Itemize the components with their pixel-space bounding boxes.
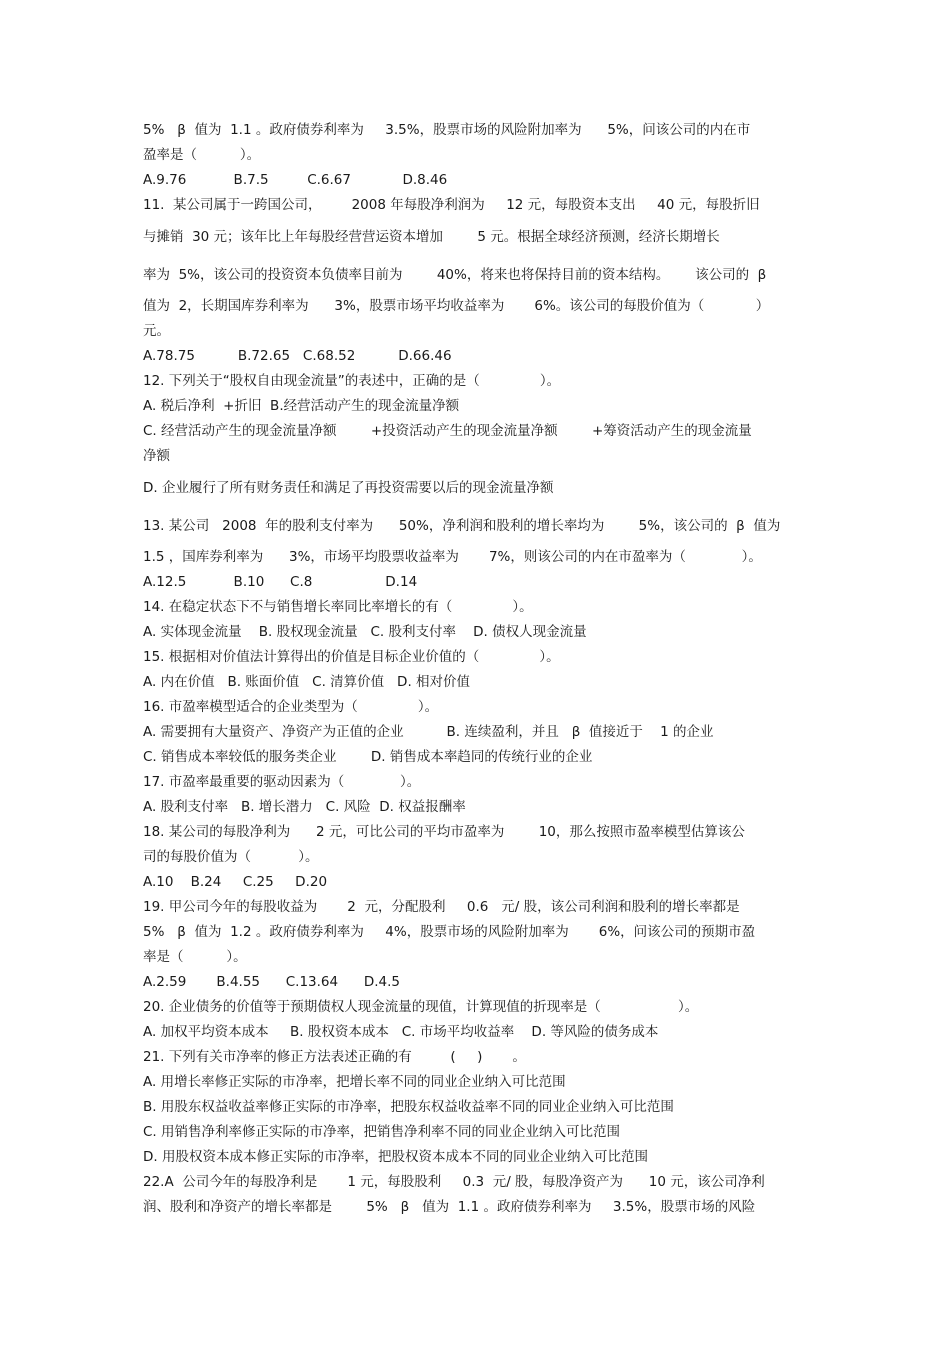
text-line: 润、股利和净资产的增长率都是 5% β 值为 1.1 。政府债券利率为 3.5%，股票市场的风险 bbox=[143, 1199, 756, 1215]
text-line: A. 需要拥有大量资产、净资产为正值的企业 B. 连续盈利，并且 β 值接近于 1 的企业 bbox=[143, 724, 714, 740]
text-line: B. 用股东权益收益率修正实际的市净率，把股东权益收益率不同的同业企业纳入可比范围 bbox=[143, 1099, 674, 1115]
text-line: C. 用销售净利率修正实际的市净率，把销售净利率不同的同业企业纳入可比范围 bbox=[143, 1124, 621, 1140]
text-line: A.12.5 B.10 C.8 D.14 bbox=[143, 574, 418, 590]
text-line: 15. 根据相对价值法计算得出的价值是目标企业价值的（ ）。 bbox=[143, 649, 560, 665]
text-line: A.78.75 B.72.65 C.68.52 D.66.46 bbox=[143, 348, 452, 364]
text-line: 值为 2，长期国库券利率为 3%，股票市场平均收益率为 6%。该公司的每股价值为（ ） bbox=[143, 298, 770, 314]
text-line: 元。 bbox=[143, 323, 170, 339]
text-line: 18. 某公司的每股净利为 2 元，可比公司的平均市盈率为 10，那么按照市盈率模型估算该公 bbox=[143, 824, 745, 840]
text-line: D. 用股权资本成本修正实际的市净率，把股权资本成本不同的同业企业纳入可比范围 bbox=[143, 1149, 648, 1165]
text-line: A. 实体现金流量 B. 股权现金流量 C. 股利支付率 D. 债权人现金流量 bbox=[143, 624, 587, 640]
text-line: A. 加权平均资本成本 B. 股权资本成本 C. 市场平均收益率 D. 等风险的债务成本 bbox=[143, 1024, 659, 1040]
question-text-block bbox=[143, 118, 808, 1220]
text-line: 16. 市盈率模型适合的企业类型为（ ）。 bbox=[143, 699, 439, 715]
text-line: A.2.59 B.4.55 C.13.64 D.4.5 bbox=[143, 974, 401, 990]
text-line: 19. 甲公司今年的每股收益为 2 元，分配股利 0.6 元/ 股，该公司利润和股利的增长率都是 bbox=[143, 899, 740, 915]
text-line: 净额 bbox=[143, 448, 170, 464]
text-line: 5% β 值为 1.2 。政府债券利率为 4%，股票市场的风险附加率为 6%，问该公司的预期市盈 bbox=[143, 924, 756, 940]
text-line: A.10 B.24 C.25 D.20 bbox=[143, 874, 328, 890]
text-line: 司的每股价值为（ ）。 bbox=[143, 849, 319, 865]
text-line: 14. 在稳定状态下不与销售增长率同比率增长的有（ ）。 bbox=[143, 599, 533, 615]
text-line: A. 股利支付率 B. 增长潜力 C. 风险 D. 权益报酬率 bbox=[143, 799, 466, 815]
text-line: 率是（ ）。 bbox=[143, 949, 247, 965]
text-line: 11. 某公司属于一跨国公司， 2008 年每股净利润为 12 元，每股资本支出 40 元，每股折旧 bbox=[143, 197, 760, 213]
text-line: 与摊销 30 元；该年比上年每股经营营运资本增加 5 元。根据全球经济预测，经济长期增长 bbox=[143, 229, 720, 245]
text-line: A.9.76 B.7.5 C.6.67 D.8.46 bbox=[143, 172, 448, 188]
text-line: 1.5 ，国库券利率为 3%，市场平均股票收益率为 7%，则该公司的内在市盈率为（ ）。 bbox=[143, 549, 762, 565]
text-line: 21. 下列有关市净率的修正方法表述正确的有 ( ) 。 bbox=[143, 1049, 526, 1065]
text-line: C. 经营活动产生的现金流量净额 +投资活动产生的现金流量净额 +筹资活动产生的现金流量 bbox=[143, 423, 752, 439]
text-line: 20. 企业债务的价值等于预期债权人现金流量的现值，计算现值的折现率是（ ）。 bbox=[143, 999, 699, 1015]
text-line: 12. 下列关于“股权自由现金流量”的表述中，正确的是（ ）。 bbox=[143, 373, 561, 389]
text-line: 22.A 公司今年的每股净利是 1 元，每股股利 0.3 元/ 股，每股净资产为 10 元，该公司净利 bbox=[143, 1174, 765, 1190]
text-line: C. 销售成本率较低的服务类企业 D. 销售成本率趋同的传统行业的企业 bbox=[143, 749, 593, 765]
text-line: A. 税后净利 +折旧 B.经营活动产生的现金流量净额 bbox=[143, 398, 460, 414]
text-line: 盈率是（ ）。 bbox=[143, 147, 261, 163]
text-line: A. 用增长率修正实际的市净率，把增长率不同的同业企业纳入可比范围 bbox=[143, 1074, 566, 1090]
text-line: 13. 某公司 2008 年的股利支付率为 50%，净利润和股利的增长率均为 5%，该公司的 β 值为 bbox=[143, 518, 781, 534]
text-line: 17. 市盈率最重要的驱动因素为（ ）。 bbox=[143, 774, 421, 790]
text-line: 5% β 值为 1.1 。政府债券利率为 3.5%，股票市场的风险附加率为 5%，问该公司的内在市 bbox=[143, 122, 751, 138]
text-line: A. 内在价值 B. 账面价值 C. 清算价值 D. 相对价值 bbox=[143, 674, 471, 690]
text-line: D. 企业履行了所有财务责任和满足了再投资需要以后的现金流量净额 bbox=[143, 480, 554, 496]
text-line: 率为 5%，该公司的投资资本负债率目前为 40%，将来也将保持目前的资本结构。 该公司的 β bbox=[143, 267, 767, 283]
